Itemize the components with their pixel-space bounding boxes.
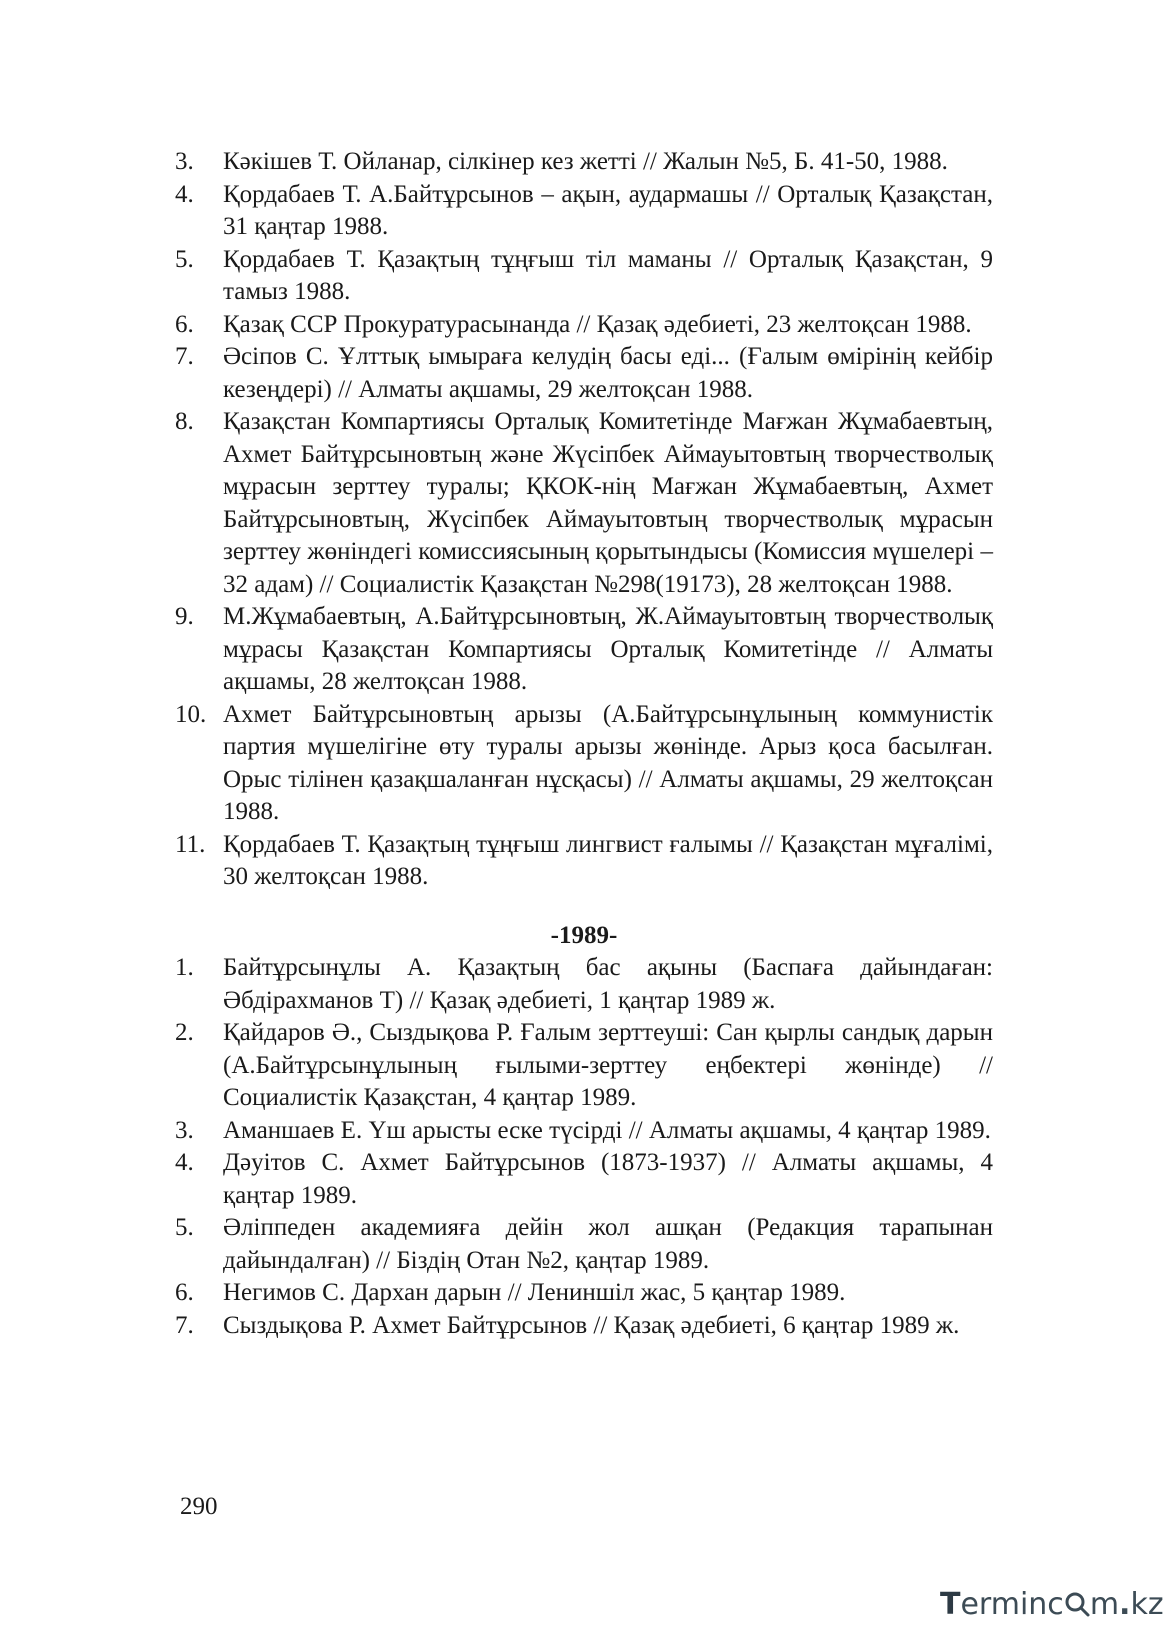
- list-item: [175, 601, 993, 699]
- item-number: 4.: [175, 1149, 194, 1176]
- item-number: 7.: [175, 1311, 194, 1339]
- item-number: 9.: [175, 603, 194, 630]
- item-number: 3.: [175, 148, 194, 175]
- watermark-text: erminc: [960, 1587, 1064, 1622]
- list-item: [175, 829, 993, 894]
- list-item: [175, 1277, 993, 1310]
- item-number: 5.: [175, 245, 194, 273]
- list-item: [175, 179, 993, 244]
- item-text: Қазақ ССР Прокуратурасынанда // Қазақ әдебиеті, 23 желтоқсан 1988.: [223, 310, 972, 338]
- bibliography-list-1989: [175, 952, 993, 1342]
- list-item: [175, 1115, 993, 1148]
- item-text: М.Жұмабаевтың, А.Байтұрсыновтың, Ж.Аймауытовтың творчестволық мұрасы Қазақстан Компартиясы Орталық Комитетінде // Алматы ақшамы, 28 желтоқсан 1988.: [223, 603, 993, 695]
- item-number: 7.: [175, 343, 194, 370]
- item-number: 11.: [175, 830, 206, 858]
- section-heading-1989: -1989-: [550, 921, 618, 949]
- item-text: Сыздықова Р. Ахмет Байтұрсынов // Қазақ әдебиеті, 6 қаңтар 1989 ж.: [223, 1311, 960, 1339]
- page-number: 290: [180, 1493, 218, 1520]
- watermark-dot: .: [1119, 1587, 1131, 1622]
- list-item: [175, 699, 993, 829]
- item-text: Әсіпов С. Ұлттық ымыраға келудің басы еді... (Ғалым өмірінің кейбір кезеңдері) // Алматы ақшамы, 29 желтоқсан 1988.: [223, 343, 993, 403]
- list-item: [175, 146, 993, 179]
- list-item: [175, 1310, 993, 1343]
- watermark-text-end: m: [1089, 1587, 1120, 1622]
- item-text: Қазақстан Компартиясы Орталық Комитетінде Мағжан Жұмабаевтың, Ахмет Байтұрсыновтың және Жүсіпбек Аймауытовтың творчестволық мұрасын зерттеу туралы; ҚКОК-нің Мағжан Жұмабаевтың, Ахмет Байтұрсыновтың, Жүсіпбек Аймауытовтың творчестволық мұрасын зерттеу жөніндегі комиссиясының қорытындысы (Комиссия мүшелері – 32 адам) // Социалистік Қазақстан №298(19173), 28 желтоқсан 1988.: [223, 408, 993, 598]
- item-number: 4.: [175, 180, 194, 208]
- item-number: 6.: [175, 1279, 194, 1306]
- item-number: 1.: [175, 954, 194, 981]
- item-text: Дәуітов С. Ахмет Байтұрсынов (1873-1937) // Алматы ақшамы, 4 қаңтар 1989.: [223, 1149, 993, 1209]
- list-item: [175, 1212, 993, 1277]
- item-number: 10.: [175, 700, 207, 728]
- item-text: Негимов С. Дархан дарын // Лениншіл жас, 5 қаңтар 1989.: [223, 1279, 846, 1306]
- watermark-tld: kz: [1130, 1587, 1164, 1622]
- item-number: 2.: [175, 1019, 194, 1046]
- item-text: Қордабаев Т. Қазақтың тұңғыш лингвист ғалымы // Қазақстан мұғалімі, 30 желтоқсан 1988.: [223, 830, 993, 890]
- list-item: [175, 1147, 993, 1212]
- item-text: Аманшаев Е. Үш арысты еске түсірді // Алматы ақшамы, 4 қаңтар 1989.: [223, 1116, 991, 1144]
- list-item: [175, 952, 993, 1017]
- list-item: [175, 244, 993, 309]
- item-text: Ахмет Байтұрсыновтың арызы (А.Байтұрсынұлының коммунистік партия мүшелігіне өту туралы арызы жөнінде. Арыз қоса басылған. Орыс тілінен қазақшаланған нұсқасы) // Алматы ақшамы, 29 желтоқсан 1988.: [223, 700, 993, 825]
- magnifier-o-icon: [1064, 1588, 1090, 1618]
- item-number: 8.: [175, 408, 194, 435]
- item-text: Кәкішев Т. Ойланар, сілкінер кез жетті // Жалын №5, Б. 41-50, 1988.: [223, 148, 948, 175]
- page-content: [175, 146, 993, 1342]
- list-item: [175, 1017, 993, 1115]
- item-text: Әліппеден академияға дейін жол ашқан (Редакция тарапынан дайындалған) // Біздің Отан №2, қаңтар 1989.: [223, 1214, 993, 1274]
- item-text: Қайдаров Ә., Сыздықова Р. Ғалым зерттеуші: Сан қырлы сандық дарын (А.Байтұрсынұлының ғылыми-зерттеу еңбектері жөнінде) // Социалистік Қазақстан, 4 қаңтар 1989.: [223, 1019, 993, 1111]
- item-number: 6.: [175, 310, 194, 338]
- item-text: Байтұрсынұлы А. Қазақтың бас ақыны (Баспаға дайындаған: Әбдірахманов Т) // Қазақ әдебиеті, 1 қаңтар 1989 ж.: [223, 954, 993, 1014]
- item-number: 3.: [175, 1116, 194, 1144]
- terminkom-watermark: [940, 1585, 1164, 1625]
- watermark-initial: T: [940, 1587, 961, 1622]
- item-number: 5.: [175, 1214, 194, 1241]
- list-item: [175, 406, 993, 601]
- item-text: Қордабаев Т. А.Байтұрсынов – ақын, аудармашы // Орталық Қазақстан, 31 қаңтар 1988.: [223, 180, 993, 240]
- bibliography-list-1988: [175, 146, 993, 894]
- list-item: [175, 309, 993, 342]
- item-text: Қордабаев Т. Қазақтың тұңғыш тіл маманы // Орталық Қазақстан, 9 тамыз 1988.: [223, 245, 993, 305]
- list-item: [175, 341, 993, 406]
